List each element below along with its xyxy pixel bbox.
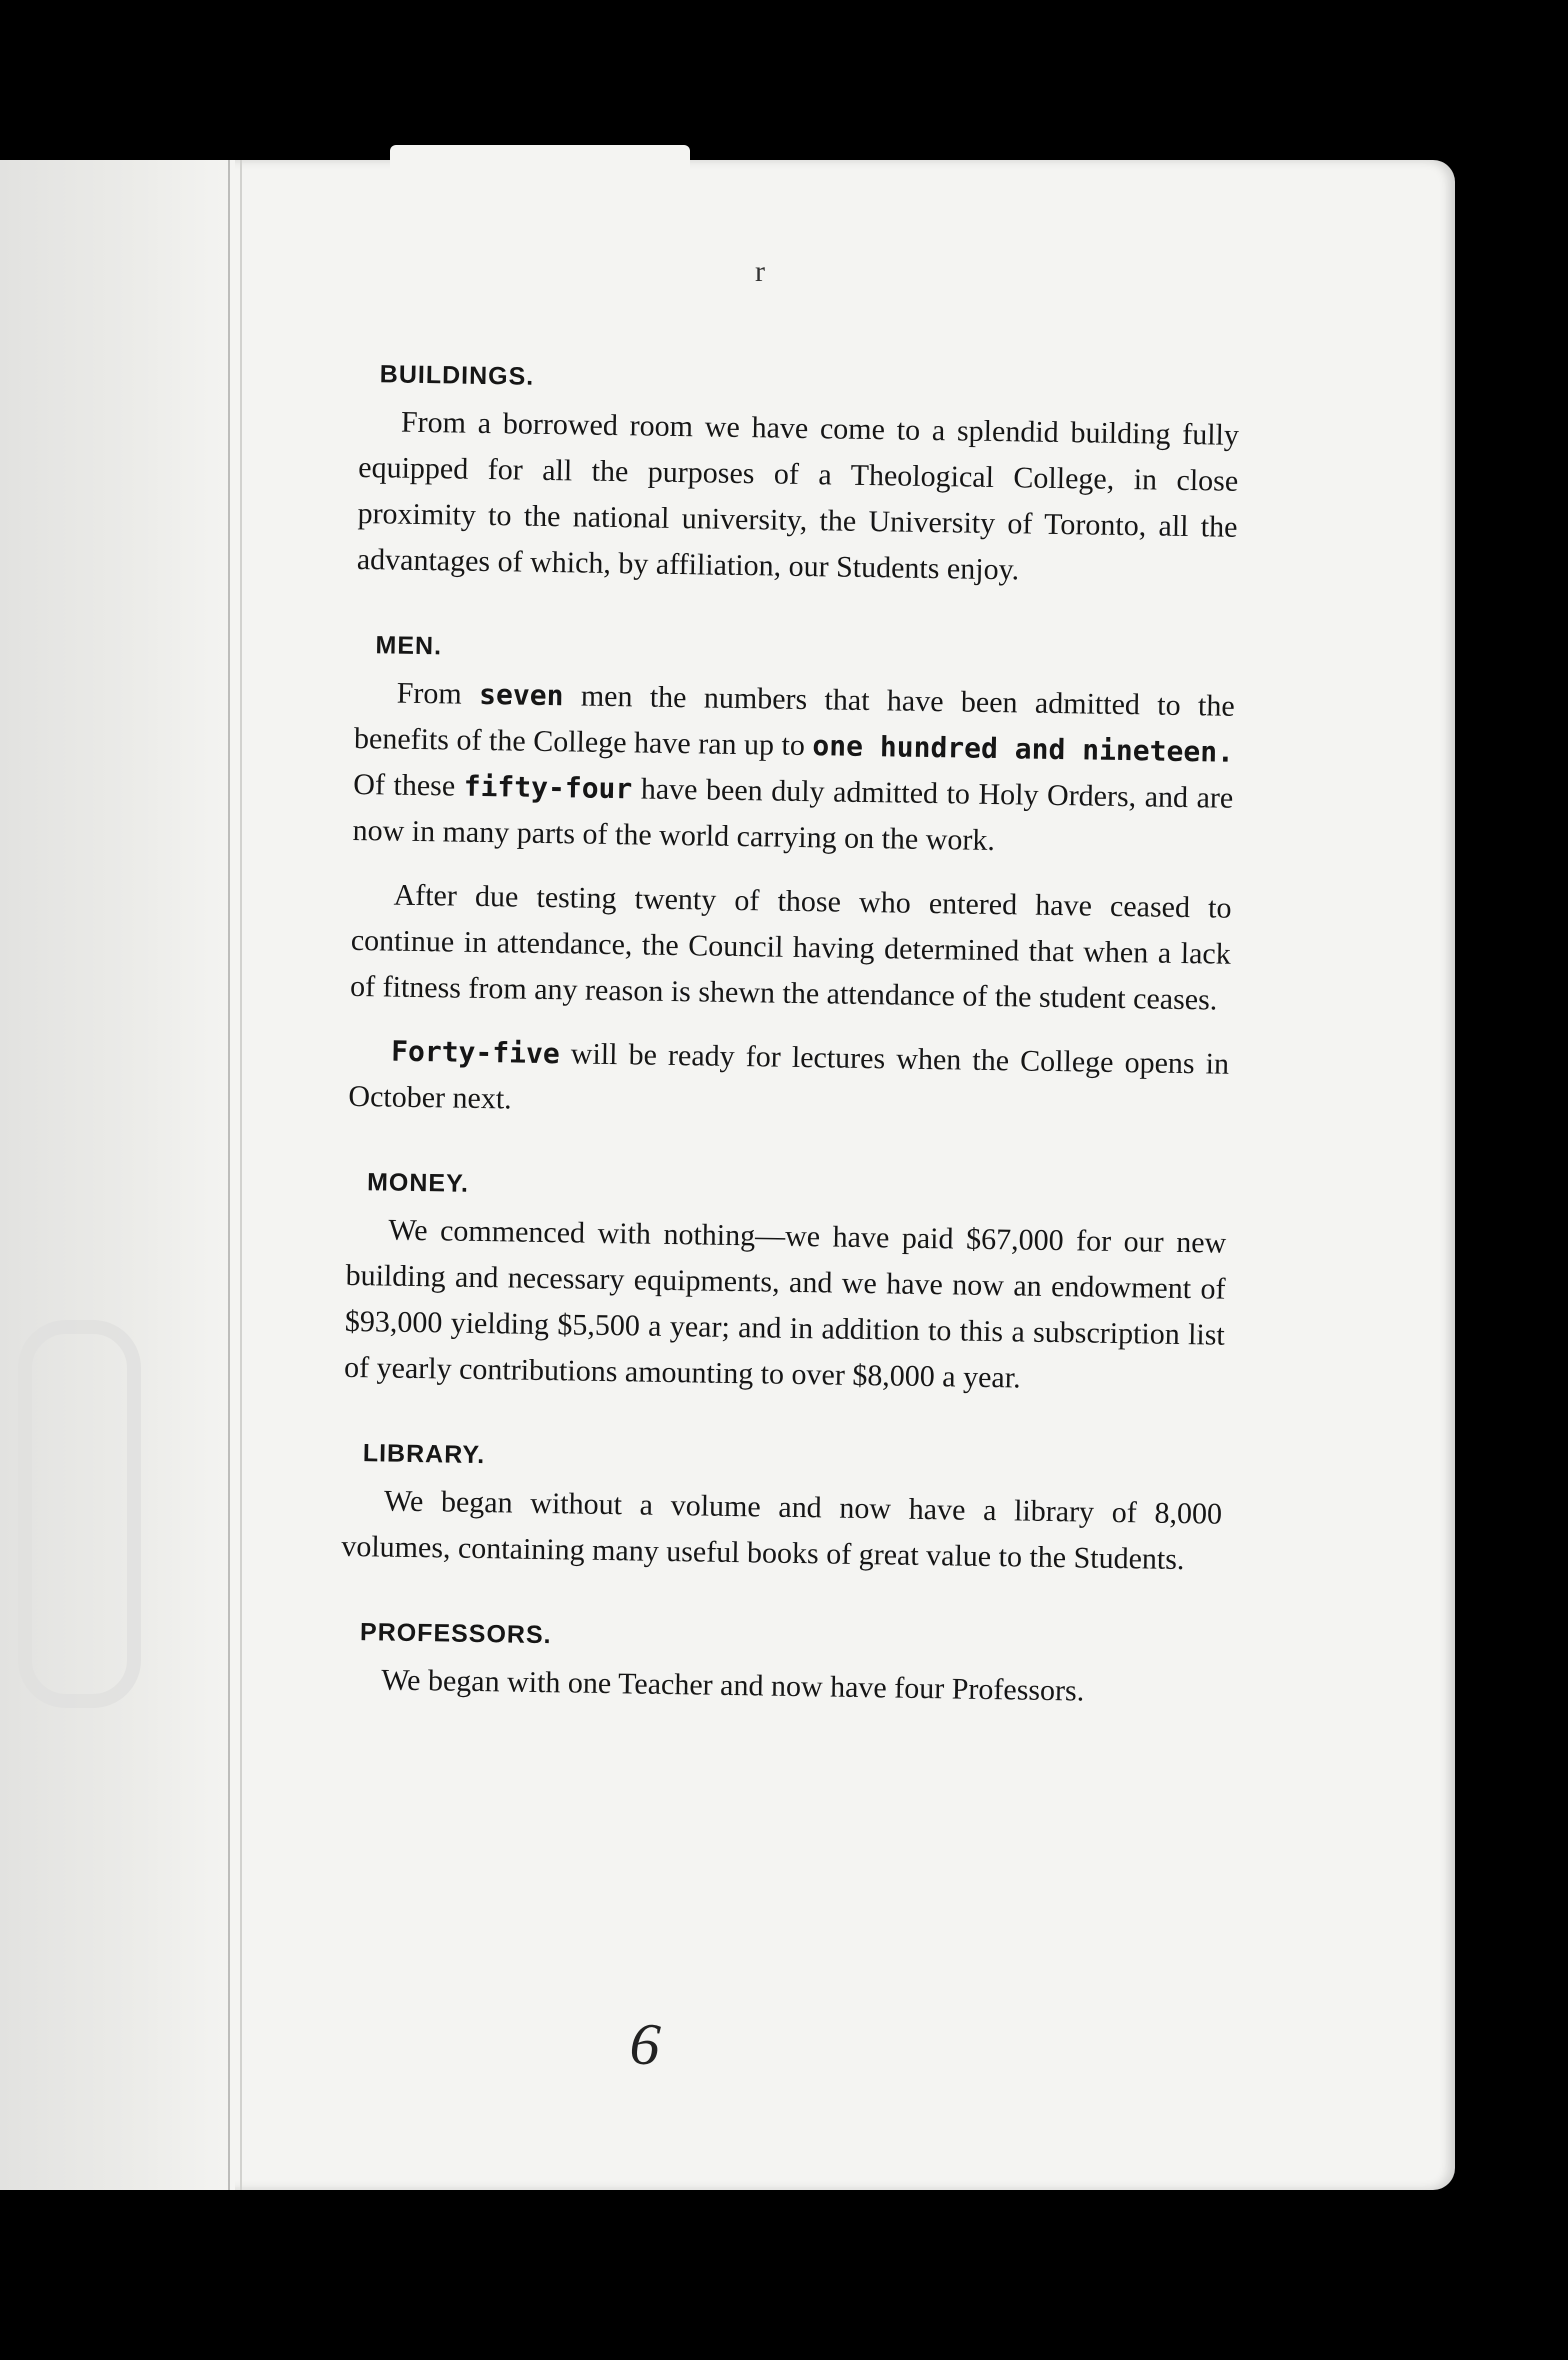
section-heading: LIBRARY. xyxy=(362,1439,486,1470)
section-heading: BUILDINGS. xyxy=(379,360,535,391)
page-edge-tab xyxy=(390,145,690,175)
section-paragraph xyxy=(348,1028,1229,1134)
section-library xyxy=(341,1439,1223,1584)
section-paragraph: After due testing twenty of those who entered have ceased to continue in attendance, the Council having determined that when a lack of fitness from any reason is shewn the attendance of the student ceases. xyxy=(349,878,1232,1017)
show-through-mark xyxy=(18,1320,141,1708)
section-paragraph: From a borrowed room we have come to a splendid building fully equipped for all the purposes of a Theological College, in close proximity to the national university, the University of Toronto, all the advantages of which, by affiliation, our Students enjoy. xyxy=(356,405,1240,587)
text-run: men the numbers that have been admitted to the benefits of the College have ran up to xyxy=(353,679,1235,763)
section-money xyxy=(344,1168,1227,1405)
section-paragraph: We began without a volume and now have a library of 8,000 volumes, containing many useful books of great value to the Students. xyxy=(341,1484,1223,1577)
section-paragraph xyxy=(352,670,1235,868)
emphasis-text: fifty-four xyxy=(463,769,633,806)
text-run: Of these xyxy=(353,767,464,803)
binding-strip xyxy=(0,160,235,2190)
section-heading: MEN. xyxy=(375,631,443,661)
section-buildings xyxy=(356,360,1239,597)
emphasis-text: seven xyxy=(478,677,564,713)
page-folio: 6 xyxy=(627,2010,663,2078)
section-paragraph: We commenced with nothing—we have paid $67,000 for our new building and necessary equipments, and we have now an endowment of $93,000 yielding $5,500 a year; and in addition to this a subscription list of yearly contributions amounting to over $8,000 a year. xyxy=(343,1213,1227,1395)
text-run: will be ready for lectures when the College opens in October next. xyxy=(348,1037,1230,1116)
section-heading: PROFESSORS. xyxy=(359,1618,552,1650)
top-mark: r xyxy=(755,255,765,288)
text-run: From xyxy=(396,676,480,711)
emphasis-text: Forty-five xyxy=(390,1034,560,1071)
text-run: have been duly admitted to Holy Orders, and are now in many parts of the world carrying on the work. xyxy=(352,772,1234,858)
section-paragraph: We began with one Teacher and now have four Professors. xyxy=(381,1663,1085,1708)
emphasis-text: one hundred and nineteen. xyxy=(812,729,1235,769)
section-professors xyxy=(339,1618,1220,1717)
fold-line xyxy=(228,160,230,2190)
section-men xyxy=(348,631,1236,1134)
section-heading: MONEY. xyxy=(366,1168,470,1198)
fold-line xyxy=(240,160,242,2190)
document-body xyxy=(339,360,1240,1717)
